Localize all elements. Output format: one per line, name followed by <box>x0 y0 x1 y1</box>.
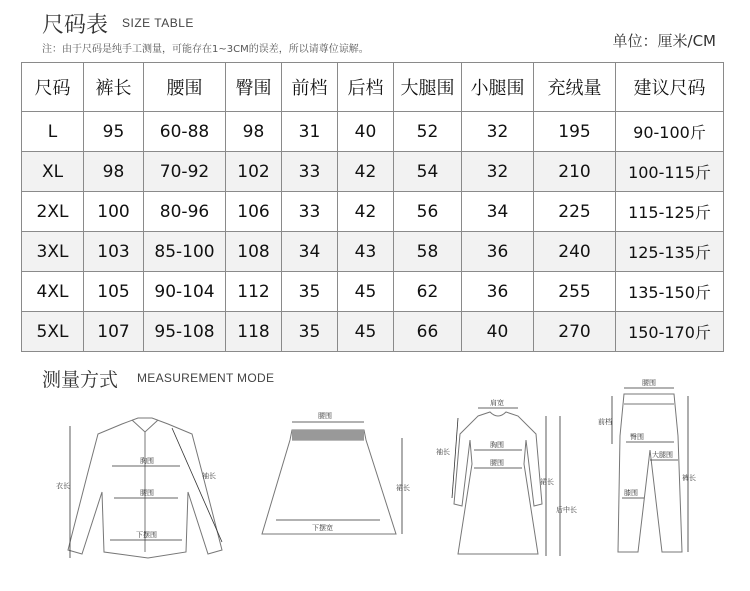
dress-waist-label: 腰围 <box>490 459 504 467</box>
table-cell: 102 <box>226 152 282 192</box>
dress-sleeve-label: 袖长 <box>436 448 450 456</box>
shirt-hem-label: 下摆围 <box>136 531 157 539</box>
dress-length-label: 裙长 <box>540 478 554 486</box>
table-cell: 66 <box>394 312 462 352</box>
table-cell: 125-135斤 <box>616 232 724 272</box>
shirt-diagram <box>52 412 238 574</box>
dress-outline-icon <box>454 412 542 554</box>
table-cell: 60-88 <box>144 112 226 152</box>
table-cell: 90-100斤 <box>616 112 724 152</box>
table-cell: 225 <box>534 192 616 232</box>
table-cell: 105 <box>84 272 144 312</box>
table-cell: 270 <box>534 312 616 352</box>
table-cell: XL <box>22 152 84 192</box>
table-cell: 112 <box>226 272 282 312</box>
unit-label: 单位：厘米/CM <box>612 32 716 50</box>
table-cell: 90-104 <box>144 272 226 312</box>
skirt-outline-icon <box>262 430 396 534</box>
table-cell: 98 <box>226 112 282 152</box>
table-cell: 42 <box>338 192 394 232</box>
pants-thigh-label: 大腿围 <box>652 451 673 459</box>
table-cell: 36 <box>462 232 534 272</box>
header-cell: 腰围 <box>144 63 226 112</box>
skirt-waistband <box>292 430 364 440</box>
pants-outline-icon <box>618 394 682 552</box>
header-cell: 建议尺码 <box>616 63 724 112</box>
table-cell: 95 <box>84 112 144 152</box>
table-cell: 2XL <box>22 192 84 232</box>
measurement-note: 注：由于尺码是纯手工测量，可能存在1~3CM的误差，所以请尊位谅解。 <box>42 44 369 55</box>
size-table <box>21 62 724 352</box>
shirt-length-label: 衣长 <box>56 482 70 490</box>
header-cell: 臀围 <box>226 63 282 112</box>
dress-back-length-label: 后中长 <box>556 506 577 514</box>
table-cell: 35 <box>282 312 338 352</box>
table-cell: 240 <box>534 232 616 272</box>
table-cell: 45 <box>338 272 394 312</box>
table-cell: 150-170斤 <box>616 312 724 352</box>
table-header-row <box>22 63 724 112</box>
table-cell: L <box>22 112 84 152</box>
skirt-hem-label: 下摆宽 <box>312 524 333 532</box>
pants-length-label: 裤长 <box>682 474 696 482</box>
table-cell: 34 <box>462 192 534 232</box>
shirt-waist-label: 腰围 <box>140 489 154 497</box>
header-cell: 尺码 <box>22 63 84 112</box>
table-cell: 195 <box>534 112 616 152</box>
table-cell: 62 <box>394 272 462 312</box>
table-cell: 31 <box>282 112 338 152</box>
table-cell: 115-125斤 <box>616 192 724 232</box>
table-cell: 107 <box>84 312 144 352</box>
table-cell: 70-92 <box>144 152 226 192</box>
table-cell: 100-115斤 <box>616 152 724 192</box>
measurement-title: 测量方式 <box>42 369 119 391</box>
table-row <box>22 272 724 312</box>
table-cell: 40 <box>338 112 394 152</box>
table-cell: 58 <box>394 232 462 272</box>
table-cell: 3XL <box>22 232 84 272</box>
dress-chest-label: 胸围 <box>490 441 504 449</box>
table-cell: 52 <box>394 112 462 152</box>
page-title-en: SIZE TABLE <box>122 16 194 30</box>
table-cell: 80-96 <box>144 192 226 232</box>
pants-hip-label: 臀围 <box>630 433 644 441</box>
dress-diagram <box>434 394 577 566</box>
header-cell: 小腿围 <box>462 63 534 112</box>
header-cell: 后档 <box>338 63 394 112</box>
skirt-waist-label: 腰围 <box>318 412 332 420</box>
table-cell: 54 <box>394 152 462 192</box>
pants-rise-label: 前档 <box>598 418 612 426</box>
header-cell: 裤长 <box>84 63 144 112</box>
table-row <box>22 152 724 192</box>
table-cell: 103 <box>84 232 144 272</box>
table-cell: 5XL <box>22 312 84 352</box>
table-cell: 43 <box>338 232 394 272</box>
table-cell: 42 <box>338 152 394 192</box>
table-cell: 135-150斤 <box>616 272 724 312</box>
table-row <box>22 112 724 152</box>
pants-knee-label: 膝围 <box>624 489 638 497</box>
table-cell: 255 <box>534 272 616 312</box>
pants-diagram <box>592 380 702 558</box>
table-cell: 45 <box>338 312 394 352</box>
table-cell: 33 <box>282 192 338 232</box>
table-cell: 40 <box>462 312 534 352</box>
table-cell: 210 <box>534 152 616 192</box>
table-cell: 118 <box>226 312 282 352</box>
skirt-length-label: 裙长 <box>396 484 410 492</box>
table-cell: 106 <box>226 192 282 232</box>
table-cell: 108 <box>226 232 282 272</box>
page-title: 尺码表 <box>42 13 109 38</box>
dress-shoulder-label: 肩宽 <box>490 399 504 407</box>
measurement-title-en: MEASUREMENT MODE <box>137 371 275 385</box>
table-cell: 100 <box>84 192 144 232</box>
table-cell: 4XL <box>22 272 84 312</box>
table-cell: 56 <box>394 192 462 232</box>
table-cell: 98 <box>84 152 144 192</box>
header-cell: 前档 <box>282 63 338 112</box>
table-cell: 35 <box>282 272 338 312</box>
shirt-sleeve-label: 袖长 <box>202 472 216 480</box>
table-row <box>22 232 724 272</box>
table-cell: 33 <box>282 152 338 192</box>
skirt-diagram <box>256 402 416 552</box>
table-cell: 32 <box>462 152 534 192</box>
shirt-chest-label: 胸围 <box>140 457 154 465</box>
table-row <box>22 192 724 232</box>
header-cell: 大腿围 <box>394 63 462 112</box>
header-cell: 充绒量 <box>534 63 616 112</box>
table-row <box>22 312 724 352</box>
table-cell: 36 <box>462 272 534 312</box>
pants-waist-label: 腰围 <box>642 379 656 387</box>
table-cell: 85-100 <box>144 232 226 272</box>
table-cell: 95-108 <box>144 312 226 352</box>
table-cell: 34 <box>282 232 338 272</box>
table-cell: 32 <box>462 112 534 152</box>
